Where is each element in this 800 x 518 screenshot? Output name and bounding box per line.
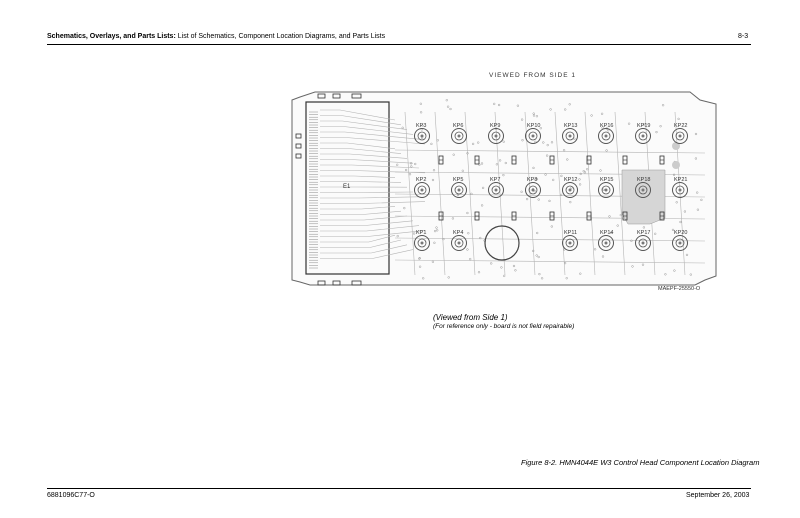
keypad-label: KP3 xyxy=(416,123,427,129)
footer-rule xyxy=(47,488,751,489)
keypad-label: KP14 xyxy=(600,230,614,236)
keypad-label: KP2 xyxy=(416,177,427,183)
keypad-label: KP5 xyxy=(453,177,464,183)
e1-label: E1 xyxy=(343,184,351,190)
keypad-label: KP16 xyxy=(600,123,614,129)
keypad-label: KP19 xyxy=(637,123,651,129)
keypad-label: KP20 xyxy=(674,230,688,236)
keypad-label: KP21 xyxy=(674,177,688,183)
doc-number: 6881096C77-O xyxy=(47,492,95,499)
keypad-label: KP15 xyxy=(600,177,614,183)
reference-note-line2: (For reference only - board is not field repairable) xyxy=(433,323,575,330)
keypad-label: KP18 xyxy=(637,177,651,183)
figure-caption: Figure 8-2. HMN4044E W3 Control Head Component Location Diagram xyxy=(521,458,760,467)
keypad-label: KP8 xyxy=(527,177,538,183)
keypad-label: KP17 xyxy=(637,230,651,236)
keypad-label: KP4 xyxy=(453,230,464,236)
header-section-subtitle: List of Schematics, Component Location Diagrams, and Parts Lists xyxy=(177,33,386,40)
keypad-label: KP22 xyxy=(674,123,688,129)
keypad-label: KP1 xyxy=(416,230,427,236)
keypad-label: KP7 xyxy=(490,177,501,183)
keypad-label: KP6 xyxy=(453,123,464,129)
footer-date: September 26, 2003 xyxy=(686,492,750,499)
reference-note-line1: (Viewed from Side 1) xyxy=(433,313,508,322)
test-pad xyxy=(672,161,680,169)
keypad-label: KP9 xyxy=(490,123,501,129)
keypad-label: KP11 xyxy=(564,230,578,236)
drawing-number: MAEPF-25550-O xyxy=(658,286,701,292)
keypad-label: KP12 xyxy=(564,177,578,183)
viewed-from-label: VIEWED FROM SIDE 1 xyxy=(489,72,576,79)
keypad-label: KP13 xyxy=(564,123,578,129)
header-section-title: Schematics, Overlays, and Parts Lists: xyxy=(47,33,176,40)
keypad-label: KP10 xyxy=(527,123,541,129)
page-number: 8-3 xyxy=(738,33,749,40)
